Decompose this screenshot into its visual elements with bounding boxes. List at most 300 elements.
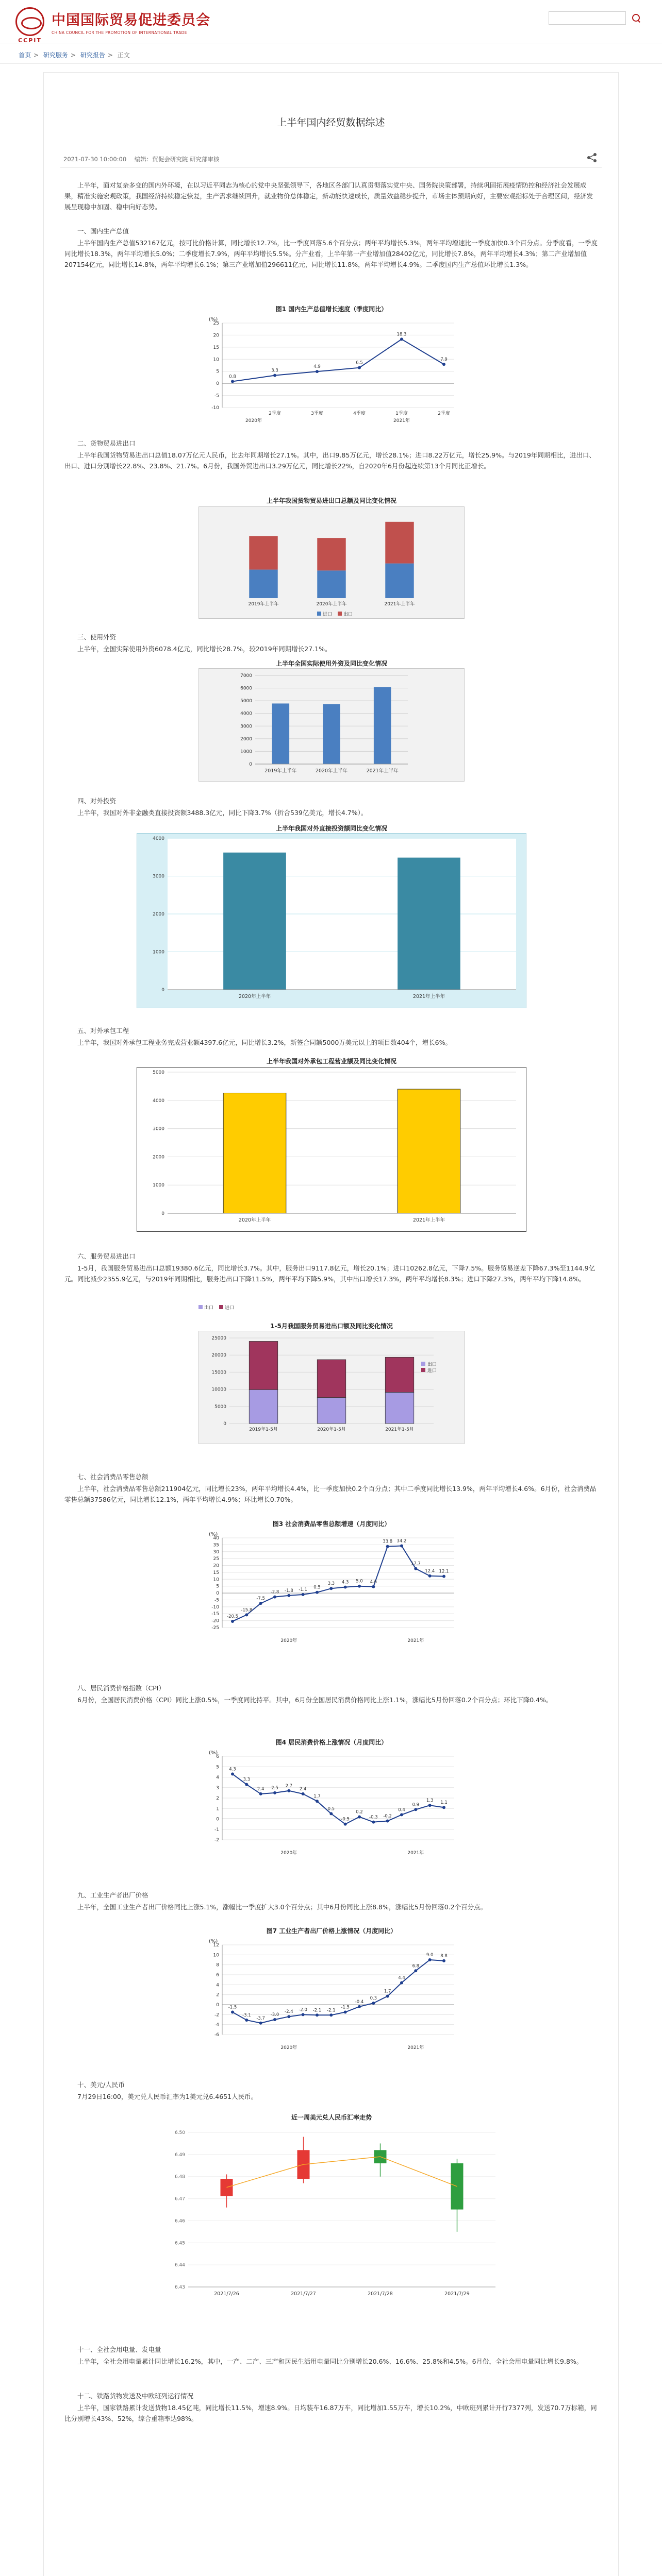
bar: [323, 704, 340, 764]
y-tick-label: 10000: [211, 1387, 226, 1393]
data-label: -20.5: [227, 1614, 238, 1619]
data-label: 0.2: [356, 1809, 363, 1815]
section-cpi-text: 6月份，全国居民消费价格（CPI）同比上涨0.5%，一季度同比持平。其中，6月份全国居民消费价格同比上涨1.1%，涨幅比5月份回落0.2个百分点；环比下降0.4%。: [77, 1696, 553, 1704]
data-point: [329, 1812, 333, 1815]
breadcrumb-home[interactable]: 首页: [19, 52, 31, 59]
fig4-title: 上半年我国对外直接投资额同比变化情况: [275, 825, 387, 832]
section-ppi-text: 上半年，全国工业生产者出厂价格同比上涨5.1%，涨幅比一季度扩大3.0个百分点；其中6月份同比上涨8.8%，涨幅比5月份回落0.2个百分点。: [77, 1903, 487, 1911]
x-tick-label: 2021年1-5月: [385, 1427, 414, 1432]
legend-label: 出口: [343, 612, 353, 617]
y-tick-label: 6: [216, 1973, 219, 1978]
y-tick-label: 0: [249, 762, 252, 767]
data-point: [231, 2011, 234, 2014]
fig9-title: 图7 工业生产者出厂价格上涨情况（月度同比）: [266, 1927, 397, 1935]
y-axis-unit: (%): [209, 1939, 218, 1944]
data-label: 0.5: [327, 1806, 335, 1812]
x-tick-label: 2021年上半年: [412, 994, 445, 999]
data-point: [414, 1567, 417, 1570]
data-point: [245, 1613, 248, 1616]
y-tick-label: -2: [214, 1838, 219, 1843]
data-point: [329, 1587, 333, 1590]
section-power-heading: 十一、全社会用电量、发电量: [77, 2346, 161, 2353]
data-point: [287, 1594, 290, 1597]
y-tick-label: 20000: [211, 1353, 226, 1359]
data-point: [273, 1596, 276, 1599]
data-label: 9.0: [426, 1953, 434, 1958]
y-tick-label: 25000: [211, 1336, 226, 1341]
data-label: 33.8: [383, 1539, 393, 1545]
data-point: [414, 1808, 417, 1811]
site-header: [0, 0, 662, 43]
breadcrumb-research-service[interactable]: 研究服务: [43, 52, 68, 59]
data-point: [302, 1792, 305, 1795]
data-label: 1.3: [426, 1798, 434, 1804]
fdi-bar-chart: [198, 668, 465, 782]
y-tick-label: 6.43: [174, 2285, 185, 2290]
series-line: [233, 1774, 444, 1824]
data-point: [273, 374, 276, 377]
x-tick-label: 2021/7/26: [214, 2291, 239, 2297]
data-label: 12.4: [425, 1568, 435, 1574]
data-label: 1.7: [313, 1794, 321, 1800]
title-divider: [60, 167, 602, 168]
data-point: [316, 1591, 319, 1594]
y-tick-label: 2000: [153, 912, 164, 917]
x-year-label: 2020年: [245, 418, 262, 423]
y-tick-label: -15: [211, 1612, 219, 1617]
y-tick-label: 6.46: [174, 2218, 185, 2224]
data-point: [400, 1981, 403, 1984]
bar-segment: [317, 570, 345, 598]
intro-paragraph: 上半年，面对复杂多变的国内外环境，在以习近平同志为核心的党中央坚强领导下，各地区各部门认真贯彻落实党中央、国务院决策部署，持续巩固拓展疫情防控和经济社会发展成果，精准实施宏观政策，我国经济持续稳定恢复，生产需求继续回升，就业物价总体稳定，新动能快速成长，质量效益稳步提升，市场主体预期向好，主要宏观指标处于合理区间，经济发展呈现稳中加固、稳中向好态势。: [64, 181, 593, 211]
data-point: [287, 2015, 290, 2018]
bar: [398, 858, 460, 990]
ma-line: [227, 2157, 457, 2188]
y-tick-label: -20: [211, 1618, 219, 1624]
y-tick-label: -1: [214, 1827, 219, 1833]
y-tick-label: 2000: [153, 1155, 164, 1160]
data-point: [386, 1820, 389, 1823]
series-line: [233, 1546, 444, 1621]
data-label: 5.0: [356, 1579, 363, 1584]
data-point: [428, 1804, 432, 1807]
section-rail-heading: 十二、铁路货物发送及中欧班列运行情况: [77, 2392, 194, 2400]
data-label: 7.9: [440, 357, 448, 363]
y-tick-label: 10: [213, 1577, 219, 1583]
y-tick-label: 5: [216, 1765, 219, 1770]
legend-swatch: [421, 1362, 425, 1366]
section-fx-heading: 十、美元/人民币: [77, 2081, 125, 2089]
y-tick-label: -10: [211, 1604, 219, 1610]
candle-body: [221, 2179, 233, 2196]
data-point: [287, 1789, 290, 1792]
x-tick-label: 2季度: [269, 411, 281, 416]
y-tick-label: 3000: [153, 1126, 164, 1132]
y-tick-label: 3000: [153, 874, 164, 879]
y-tick-label: 6.44: [174, 2263, 185, 2268]
section-goods-trade-heading: 二、货物贸易进出口: [77, 439, 136, 447]
y-tick-label: 20: [213, 1563, 219, 1569]
data-point: [231, 1620, 234, 1623]
y-tick-label: 5: [216, 1584, 219, 1589]
section-cpi-heading: 八、居民消费价格指数（CPI）: [77, 1684, 165, 1692]
y-tick-label: 10: [213, 1953, 219, 1958]
data-label: 6.5: [356, 360, 363, 366]
x-tick-label: 2021/7/27: [291, 2291, 316, 2297]
data-label: 4.6: [370, 1579, 377, 1585]
x-tick-label: 2021/7/28: [368, 2291, 393, 2297]
bar-segment: [249, 536, 277, 569]
y-tick-label: 15000: [211, 1370, 226, 1376]
section-retail-text: 上半年，社会消费品零售总额211904亿元，同比增长23%，两年平均增长4.4%，比一季度加快0.2个百分点；其中二季度同比增长13.9%，两年平均增长4.6%。6月份，社会消费品零售总额37586亿元，同比增长12.1%，两年平均增长4.9%；环比增长0.70%。: [64, 1485, 597, 1503]
y-tick-label: 5000: [240, 699, 252, 704]
y-tick-label: -4: [214, 2022, 219, 2028]
data-label: 0.3: [370, 1996, 377, 2002]
y-tick-label: 30: [213, 1549, 219, 1555]
y-tick-label: 15: [213, 1570, 219, 1575]
bar-segment: [385, 564, 413, 598]
fx-candlestick-chart: [157, 2122, 506, 2308]
data-label: 1.1: [440, 1800, 448, 1806]
data-label: 4.9: [313, 364, 321, 370]
data-label: -1.1: [299, 1587, 307, 1593]
data-point: [428, 1574, 432, 1578]
data-point: [414, 1969, 417, 1972]
y-tick-label: 25: [213, 321, 219, 326]
bar: [374, 687, 391, 764]
bar: [223, 1093, 286, 1213]
x-tick-label: 2020年上半年: [238, 994, 271, 999]
data-label: -7.5: [256, 1596, 265, 1602]
data-point: [259, 2022, 262, 2025]
section-gdp-text: 上半年国内生产总值532167亿元，按可比价格计算，同比增长12.7%，比一季度回落5.6个百分点；两年平均增长5.3%，两年平均增速比一季度加快0.3个百分点。分季度看，一季度同比增长18.3%，两年平均增长5.0%；二季度增长7.9%，两年平均增长5.5%。分产业看，上半年第一产业增加值28402亿元，同比增长7.8%，两年平均增长4.3%；第二产业增加值207154亿元，同比增长14.8%，两年平均增长6.1%；第三产业增加值296611亿元，同比增长11.8%，两年平均增长4.9%。二季度国内生产总值环比增长1.3%。: [64, 239, 598, 268]
data-label: -2.4: [285, 2009, 293, 2015]
x-tick-label: 2019年1-5月: [249, 1427, 278, 1432]
data-label: -1.8: [285, 1588, 293, 1594]
y-tick-label: 1000: [153, 1183, 164, 1189]
data-label: 2.4: [299, 1786, 307, 1792]
y-tick-label: 6.45: [174, 2241, 185, 2246]
search-input[interactable]: [549, 11, 626, 25]
search-icon[interactable]: [631, 13, 641, 23]
ppi-line-chart: [198, 1936, 465, 2055]
y-tick-label: 6.48: [174, 2174, 185, 2180]
x-year-label: 2021年: [407, 2045, 424, 2050]
x-year-label: 2021年: [407, 1851, 424, 1856]
legend-label: 进口: [323, 612, 333, 617]
data-label: -3.0: [270, 2012, 279, 2018]
y-tick-label: 25: [213, 1556, 219, 1562]
data-point: [273, 1791, 276, 1794]
data-point: [400, 1545, 403, 1548]
bar-segment: [317, 1360, 345, 1398]
y-axis-unit: (%): [209, 1532, 218, 1537]
section-contract-heading: 五、对外承包工程: [77, 1027, 129, 1035]
y-tick-label: 3: [216, 1785, 219, 1791]
y-tick-label: 2000: [240, 736, 252, 742]
data-label: 34.2: [396, 1538, 407, 1544]
y-tick-label: 6.50: [174, 2130, 185, 2136]
legend-label: 出口: [204, 1306, 214, 1311]
y-tick-label: 4000: [240, 711, 252, 717]
gdp-line-chart: [198, 314, 465, 428]
y-tick-label: 6: [216, 1754, 219, 1759]
data-label: -2.0: [299, 2007, 307, 2013]
cpi-line-chart: [198, 1747, 465, 1860]
data-point: [231, 1772, 234, 1775]
data-point: [372, 2002, 375, 2005]
bar-segment: [249, 1342, 277, 1390]
data-label: 2.4: [257, 1786, 264, 1792]
y-tick-label: 1: [216, 1806, 219, 1812]
data-point: [358, 2005, 361, 2008]
article-title: 上半年国内经贸数据综述: [277, 117, 385, 128]
ccpit-logo[interactable]: [15, 7, 210, 44]
data-label: -0.5: [341, 1817, 350, 1822]
y-tick-label: 1000: [240, 749, 252, 755]
y-tick-label: 10: [213, 357, 219, 363]
data-point: [231, 380, 234, 383]
y-tick-label: 15: [213, 345, 219, 350]
data-label: -0.3: [369, 1815, 378, 1820]
bar: [223, 853, 286, 990]
breadcrumb-current: 正文: [117, 52, 130, 59]
bar: [398, 1089, 460, 1213]
y-tick-label: 2: [216, 1992, 219, 1998]
data-point: [316, 370, 319, 373]
data-label: -0.4: [355, 1999, 364, 2005]
y-tick-label: 40: [213, 1536, 219, 1541]
data-point: [442, 363, 445, 366]
fig7-title: 图3 社会消费品零售总额增速（月度同比）: [272, 1520, 391, 1528]
fig10-title: 近一周美元兑人民币汇率走势: [291, 2114, 372, 2121]
y-tick-label: 4000: [153, 1098, 164, 1104]
data-point: [358, 1815, 361, 1818]
data-label: -2.1: [312, 2008, 322, 2013]
y-tick-label: 0: [161, 1211, 164, 1216]
section-contract-text: 上半年，我国对外承包工程业务完成营业额4397.6亿元，同比增长3.2%，新签合同额5000万美元以上的项目数404个，增长6%。: [77, 1039, 452, 1046]
data-label: 4.4: [398, 1975, 405, 1981]
contract-bar-chart: [137, 1067, 526, 1232]
odi-bar-chart: [137, 833, 526, 1008]
data-label: 1.7: [384, 1989, 391, 1994]
x-tick-label: 2021年上半年: [366, 768, 399, 774]
x-tick-label: 4季度: [353, 411, 366, 416]
data-label: -0.2: [383, 1814, 392, 1819]
article-editor: 编辑：贸促会研究院 研究部审核: [134, 156, 220, 163]
data-point: [358, 1585, 361, 1588]
data-label: 2.7: [285, 1783, 293, 1789]
y-tick-label: 6000: [240, 686, 252, 691]
data-label: 0.8: [229, 374, 236, 380]
y-tick-label: -10: [211, 405, 219, 411]
x-tick-label: 2021年上半年: [412, 1217, 445, 1223]
data-label: -1.5: [228, 2005, 237, 2010]
logo-cn-text: 中国国际贸易促进委员会: [52, 12, 210, 28]
section-retail-heading: 七、社会消费品零售总额: [77, 1473, 148, 1481]
y-tick-label: -5: [214, 393, 219, 399]
data-point: [344, 1823, 347, 1826]
data-point: [302, 2013, 305, 2016]
x-tick-label: 2019年上半年: [264, 768, 297, 774]
data-label: 0.5: [313, 1585, 321, 1590]
y-tick-label: 1000: [153, 950, 164, 955]
retail-line-chart: [198, 1529, 465, 1648]
data-point: [316, 1800, 319, 1803]
ccpit-emblem-icon: CCPIT: [15, 7, 44, 36]
data-point: [344, 1586, 347, 1589]
data-point: [316, 2013, 319, 2016]
x-tick-label: 1季度: [395, 411, 408, 416]
data-point: [302, 1593, 305, 1596]
data-label: -2.8: [270, 1589, 279, 1595]
y-tick-label: 5: [216, 369, 219, 375]
section-services-text: 1-5月，我国服务贸易进出口总额19380.6亿元，同比增长3.7%。其中，服务出口9117.8亿元，增长20.1%；进口10262.8亿元，下降7.5%。服务贸易逆差下降67.3%至1144.9亿元。同比减少2355.9亿元，与2019年同期相比，服务进出口下降11.5%，两年平均下降5.9%，其中出口增长17.3%，两年平均增长8.3%；进口下降27.3%，两年平均下降14.8%。: [64, 1264, 595, 1283]
data-label: 12.1: [439, 1569, 449, 1574]
bar-segment: [317, 1398, 345, 1423]
data-label: -2.1: [327, 2008, 336, 2013]
bar-segment: [385, 1357, 413, 1392]
y-tick-label: 12: [213, 1943, 219, 1948]
legend-swatch: [317, 612, 321, 616]
legend-swatch: [219, 1305, 223, 1309]
section-power-text: 上半年，全社会用电量累计同比增长16.2%，其中，一产、二产、三产和居民生活用电量同比分别增长20.6%、16.6%、25.8%和4.5%。6月份，全社会用电量同比增长9.8%。: [77, 2358, 583, 2365]
x-year-label: 2020年: [280, 1638, 297, 1643]
data-point: [400, 1813, 403, 1816]
article-date: 2021-07-30 10:00:00: [63, 156, 127, 163]
breadcrumb-research-report[interactable]: 研究报告: [80, 52, 105, 59]
data-label: -3.1: [242, 2012, 251, 2018]
y-tick-label: 0: [216, 1817, 219, 1822]
y-tick-label: 0: [216, 1591, 219, 1597]
legend-label: 进口: [225, 1306, 235, 1311]
article-container: [43, 72, 619, 2576]
x-year-label: 2021年: [393, 418, 410, 423]
legend-label: 出口: [427, 1362, 437, 1367]
y-tick-label: 5000: [214, 1404, 226, 1410]
data-point: [329, 2013, 333, 2016]
x-tick-label: 2季度: [438, 411, 450, 416]
data-point: [400, 337, 403, 341]
data-point: [372, 1821, 375, 1824]
y-tick-label: 0: [161, 988, 164, 993]
data-point: [442, 1575, 445, 1578]
y-tick-label: 4: [216, 1982, 219, 1988]
fig2-title: 上半年我国货物贸易进出口总额及同比变化情况: [266, 497, 396, 504]
breadcrumb: 首页 > 研究服务 > 研究报告 > 正文: [0, 43, 662, 64]
section-goods-trade-text: 上半年我国货物贸易进出口总值18.07万亿元人民币，比去年同期增长27.1%。其中，出口9.85万亿元，增长28.1%；进口8.22万亿元，增长25.9%。与2019年同期相比，进出口、出口、进口分别增长22.8%、23.8%、21.7%。6月份，我国外贸进出口3.29万亿元，同比增长22%，自2020年6月份起连续第13个月同比正增长。: [64, 451, 595, 470]
data-point: [344, 2011, 347, 2014]
data-point: [428, 1958, 432, 1961]
data-label: 18.3: [396, 332, 407, 337]
data-label: -15.8: [241, 1607, 253, 1613]
legend-swatch: [421, 1368, 425, 1372]
section-fdi-heading: 三、使用外资: [77, 633, 117, 641]
y-tick-label: -25: [211, 1625, 219, 1631]
bar-segment: [249, 570, 277, 598]
data-label: 0.9: [412, 1802, 420, 1808]
data-label: -3.7: [256, 2015, 265, 2021]
y-tick-label: 0: [216, 2003, 219, 2008]
x-year-label: 2021年: [407, 1638, 424, 1643]
x-tick-label: 2020年1-5月: [317, 1427, 346, 1432]
legend-label: 进口: [427, 1368, 437, 1374]
plot-area: [168, 1072, 516, 1213]
data-point: [386, 1545, 389, 1548]
bar-segment: [249, 1389, 277, 1423]
section-rail-text: 上半年，国家铁路累计发送货物18.45亿吨，同比增长11.5%，增速8.9%。日均装车16.87万车，同比增加1.55万车，增长10.2%，中欧班列累计开行7377列，发送70.7万标箱，同比分别增长43%、52%，综合重箱率达98%。: [64, 2404, 597, 2422]
bar: [272, 703, 290, 764]
data-point: [245, 1783, 248, 1786]
data-label: 3.3: [327, 1581, 335, 1587]
fig8-title: 图4 居民消费价格上涨情况（月度同比）: [275, 1739, 388, 1746]
y-tick-label: 4: [216, 1775, 219, 1781]
x-tick-label: 2019年上半年: [248, 602, 279, 607]
data-label: 3.3: [243, 1777, 251, 1783]
data-label: 6.8: [412, 1963, 420, 1969]
data-label: 3.3: [271, 368, 278, 374]
logo-en-text: CHINA COUNCIL FOR THE PROMOTION OF INTERNATIONAL TRADE: [52, 30, 187, 35]
data-point: [259, 1792, 262, 1795]
data-label: 17.7: [410, 1561, 421, 1567]
y-tick-label: 0: [223, 1421, 226, 1427]
x-tick-label: 2020年上半年: [238, 1217, 271, 1223]
x-tick-label: 2021年上半年: [384, 602, 415, 607]
data-label: 8.8: [440, 1953, 448, 1959]
x-year-label: 2020年: [280, 2045, 297, 2050]
y-tick-label: -6: [214, 2032, 219, 2038]
data-point: [386, 1995, 389, 1998]
series-line: [233, 1960, 444, 2023]
legend-swatch: [198, 1305, 203, 1309]
data-label: 4.3: [229, 1767, 236, 1772]
data-point: [259, 1602, 262, 1605]
section-odi-heading: 四、对外投资: [77, 797, 117, 805]
bar-segment: [385, 522, 413, 564]
data-label: 0.4: [398, 1807, 405, 1813]
section-odi-text: 上半年，我国对外非金融类直接投资额3488.3亿元，同比下降3.7%（折合539亿美元，增长4.7%）。: [77, 809, 368, 817]
y-tick-label: 7000: [240, 673, 252, 679]
y-tick-label: -5: [214, 1598, 219, 1603]
section-gdp-heading: 一、国内生产总值: [77, 227, 129, 235]
fig6-title: 1-5月我国服务贸易进出口额及同比变化情况: [270, 1323, 393, 1330]
x-tick-label: 3季度: [311, 411, 323, 416]
data-point: [372, 1585, 375, 1588]
section-services-heading: 六、服务贸易进出口: [77, 1252, 136, 1260]
data-point: [245, 2019, 248, 2022]
y-tick-label: 4000: [153, 836, 164, 841]
legend-swatch: [338, 612, 342, 616]
bar-segment: [385, 1392, 413, 1423]
y-tick-label: 35: [213, 1543, 219, 1548]
data-point: [358, 366, 361, 369]
data-label: -1.5: [341, 2005, 350, 2010]
x-tick-label: 2020年上半年: [316, 602, 347, 607]
y-tick-label: -2: [214, 2012, 219, 2018]
y-axis-unit: (%): [209, 1750, 218, 1756]
fig3-title: 上半年全国实际使用外资及同比变化情况: [275, 660, 387, 667]
data-point: [273, 2018, 276, 2021]
share-icon[interactable]: [586, 152, 598, 163]
data-point: [442, 1959, 445, 1962]
fig5-title: 上半年我国对外承包工程营业额及同比变化情况: [266, 1058, 396, 1065]
y-tick-label: 6.47: [174, 2196, 185, 2202]
y-tick-label: 0: [216, 381, 219, 387]
y-tick-label: 3000: [240, 724, 252, 730]
data-label: 4.3: [341, 1580, 349, 1585]
article-meta: [63, 155, 225, 163]
fig1-title: 图1 国内生产总值增长速度（季度同比）: [275, 306, 388, 313]
